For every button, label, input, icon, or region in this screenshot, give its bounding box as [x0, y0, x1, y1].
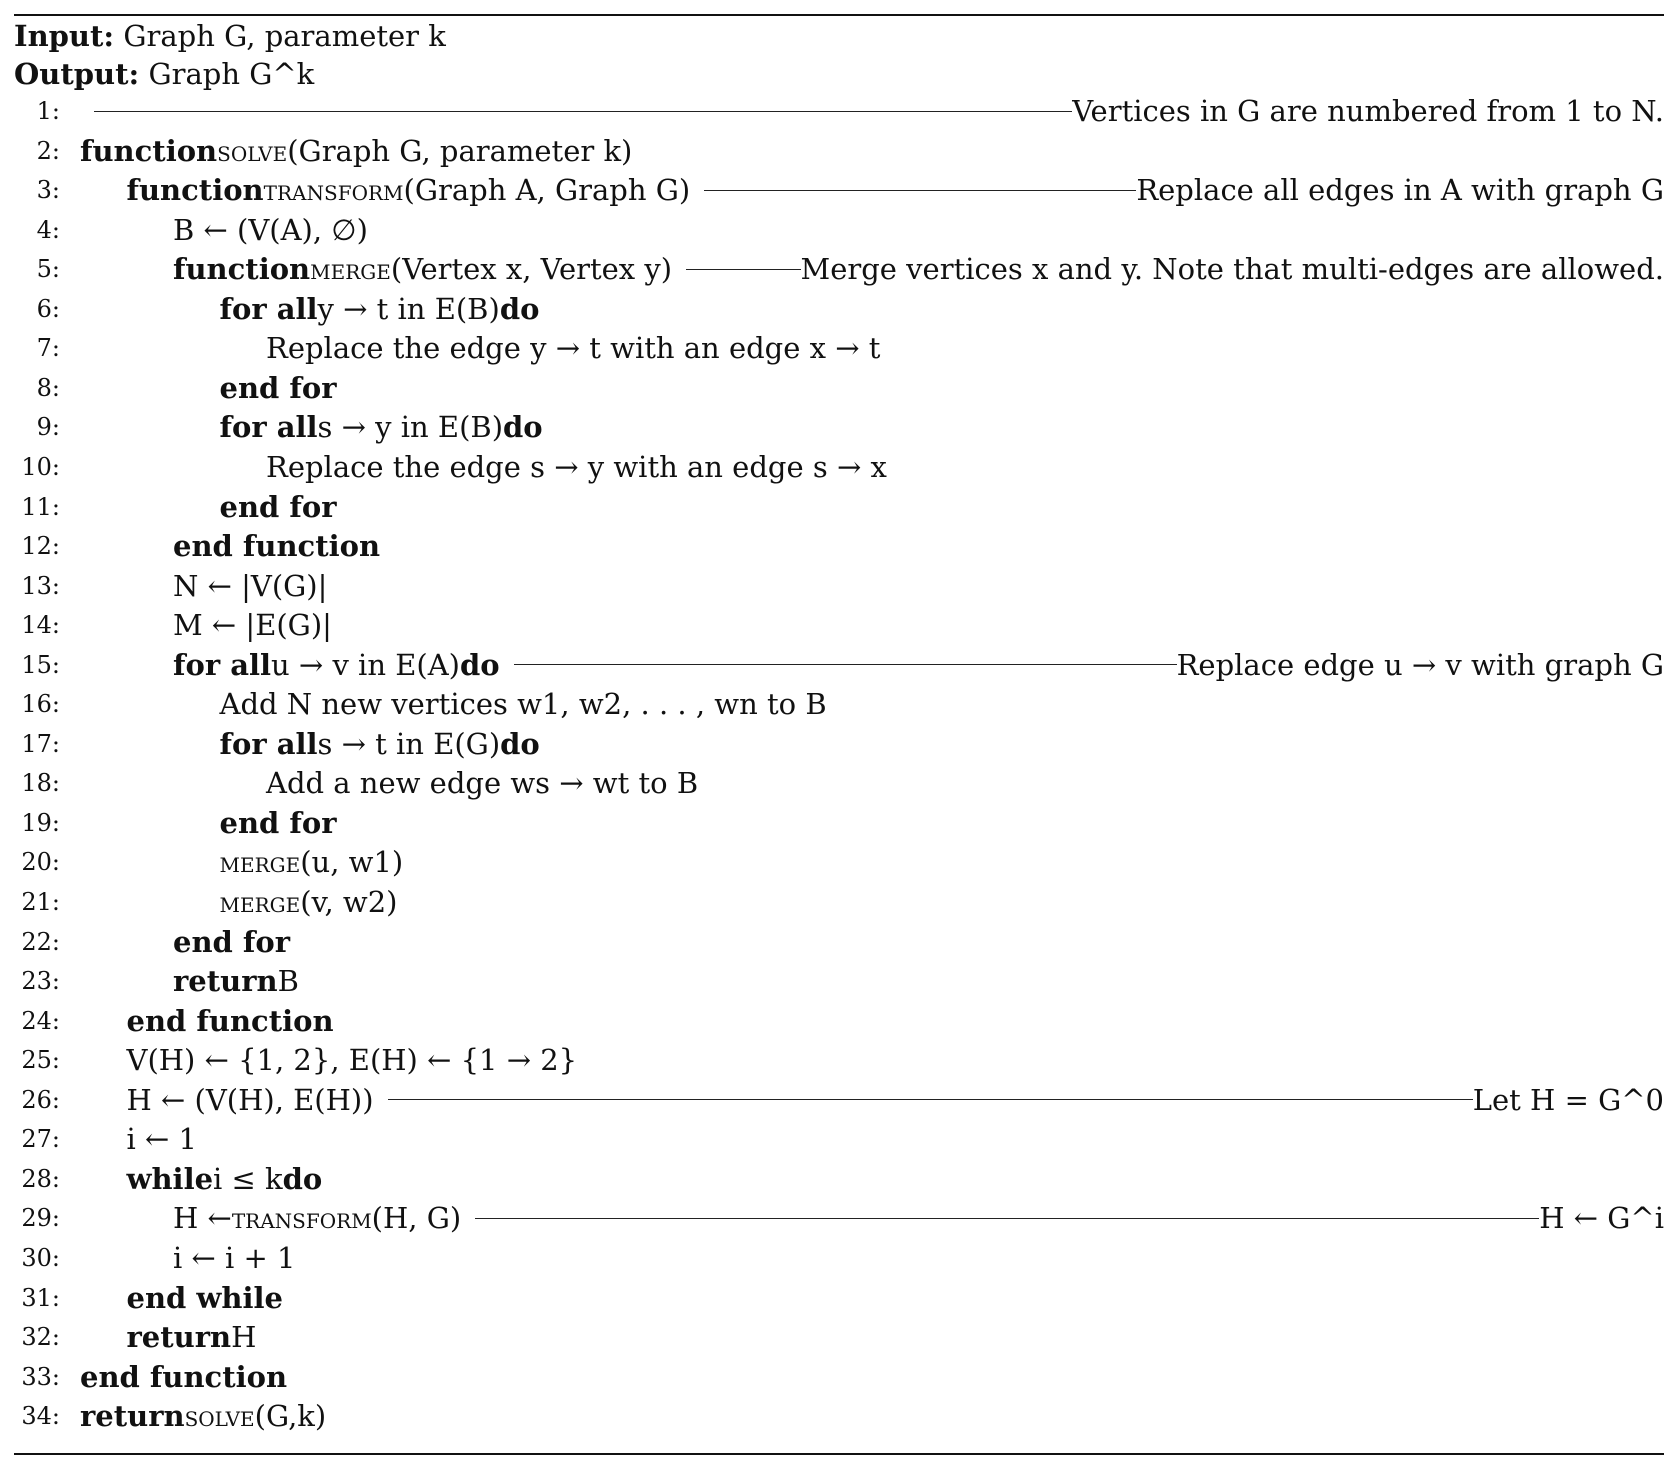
algorithm-line [14, 1357, 1664, 1397]
algorithm-line [14, 447, 1664, 487]
algorithm-line [14, 724, 1664, 764]
line-code: function merge (Vertex x, Vertex y) [173, 252, 673, 287]
input-line [14, 16, 446, 56]
input-text: Graph G, parameter k [123, 19, 446, 53]
line-code: for all y → t in E(B) do [219, 291, 540, 326]
line-number: 29: [21, 1204, 60, 1233]
algorithm-line [14, 842, 1664, 882]
line-comment: Vertices in G are numbered from 1 to N. [1072, 94, 1664, 128]
line-number: 34: [21, 1402, 60, 1431]
algorithm-line [14, 1080, 1664, 1120]
line-number: 8: [36, 373, 60, 402]
comment-leader-rule [704, 190, 1136, 191]
line-code: end for [219, 489, 337, 524]
algorithm-line [14, 249, 1664, 289]
line-code: function transform (Graph A, Graph G) [126, 173, 691, 208]
algorithm-line [14, 1278, 1664, 1318]
algorithm-line [14, 1159, 1664, 1199]
line-number: 25: [21, 1046, 60, 1075]
line-code: function solve (Graph G, parameter k) [80, 133, 633, 168]
line-number: 7: [36, 334, 60, 363]
line-number: 12: [21, 532, 60, 561]
line-comment: Merge vertices x and y. Note that multi-edges are allowed. [800, 252, 1664, 287]
algorithm-line [14, 803, 1664, 843]
algorithm-line [14, 368, 1664, 408]
algorithm-line [14, 605, 1664, 645]
line-number: 32: [21, 1323, 60, 1352]
algorithm-line [14, 645, 1664, 685]
algorithm-line [14, 91, 1664, 131]
algorithm-line [14, 1040, 1664, 1080]
line-number: 3: [36, 176, 60, 205]
line-code: for all s → t in E(G) do [219, 726, 540, 761]
algorithm-line [14, 407, 1664, 447]
line-number: 4: [36, 215, 60, 244]
algorithm-line [14, 1001, 1664, 1041]
line-code: Add N new vertices w1, w2, . . . , wn to B [219, 687, 827, 722]
line-code: while i ≤ k do [126, 1161, 323, 1196]
algorithm-line [14, 289, 1664, 329]
line-number: 23: [21, 967, 60, 996]
algorithm-line [14, 961, 1664, 1001]
line-code: i ← 1 [126, 1122, 197, 1157]
line-number: 20: [21, 848, 60, 877]
line-number: 24: [21, 1006, 60, 1035]
line-code: return H [126, 1320, 257, 1355]
line-number: 10: [21, 452, 60, 481]
output-label: Output: [14, 57, 140, 91]
line-code: end while [126, 1280, 283, 1315]
line-number: 28: [21, 1164, 60, 1193]
line-number: 22: [21, 927, 60, 956]
line-code: return B [173, 964, 299, 999]
line-code: end for [219, 370, 337, 405]
line-code: merge (u, w1) [219, 845, 404, 880]
line-number: 5: [36, 255, 60, 284]
line-code: for all u → v in E(A) do [173, 647, 500, 682]
line-code: end for [173, 924, 291, 959]
line-number: 16: [21, 690, 60, 719]
line-comment: Let H = G^0 [1472, 1082, 1664, 1117]
line-code: for all s → y in E(B) do [219, 410, 543, 445]
line-code: end function [80, 1359, 288, 1394]
line-code: M ← |E(G)| [173, 608, 332, 643]
line-number: 30: [21, 1243, 60, 1272]
line-code: N ← |V(G)| [173, 568, 328, 603]
algorithm-line [14, 1317, 1664, 1357]
line-number: 2: [36, 136, 60, 165]
line-number: 31: [21, 1283, 60, 1312]
output-text: Graph G^k [148, 57, 315, 91]
algorithm-line [14, 684, 1664, 724]
line-number: 19: [21, 808, 60, 837]
line-code: V(H) ← {1, 2}, E(H) ← {1 → 2} [126, 1043, 578, 1078]
line-number: 33: [21, 1362, 60, 1391]
line-number: 13: [21, 571, 60, 600]
algorithm-line [14, 526, 1664, 566]
line-comment: Replace edge u → v with graph G [1176, 647, 1664, 682]
line-code: Add a new edge ws → wt to B [266, 766, 699, 801]
comment-leader-rule [514, 664, 1177, 665]
line-code: Replace the edge y → t with an edge x → t [266, 331, 881, 366]
line-comment: Replace all edges in A with graph G [1136, 173, 1664, 208]
line-number: 18: [21, 769, 60, 798]
line-code: end function [173, 529, 381, 564]
line-number: 1: [36, 97, 60, 125]
input-label: Input: [14, 19, 115, 53]
comment-leader-rule [388, 1099, 1473, 1100]
algorithm-line [14, 131, 1664, 171]
line-number: 11: [21, 492, 60, 521]
line-number: 21: [21, 888, 60, 916]
algorithm-line [14, 210, 1664, 250]
line-number: 27: [21, 1125, 60, 1154]
line-number: 9: [36, 413, 60, 442]
line-code: Replace the edge s → y with an edge s → x [266, 449, 887, 484]
line-number: 14: [21, 611, 60, 640]
line-code: i ← i + 1 [173, 1240, 296, 1275]
line-number: 26: [21, 1085, 60, 1114]
algorithm-line [14, 1238, 1664, 1278]
algorithm-line [14, 487, 1664, 527]
algorithm-line [14, 763, 1664, 803]
line-number: 6: [36, 294, 60, 323]
algorithm-line [14, 1119, 1664, 1159]
algorithm-line [14, 328, 1664, 368]
line-code: H ← (V(H), E(H)) [126, 1082, 374, 1117]
algorithm-line [14, 922, 1664, 962]
line-code: B ← (V(A), ∅) [173, 212, 368, 247]
algorithm-line [14, 1396, 1664, 1436]
algorithm-line [14, 882, 1664, 922]
algorithm-line [14, 566, 1664, 606]
line-number: 15: [21, 650, 60, 679]
line-code: return solve (G,k) [80, 1399, 327, 1434]
line-code: end function [126, 1003, 334, 1038]
line-code: H ← transform (H, G) [173, 1201, 462, 1236]
line-code: end for [219, 805, 337, 840]
algorithm-line [14, 170, 1664, 210]
line-number: 17: [21, 729, 60, 758]
bottom-rule [14, 1453, 1664, 1455]
output-line [14, 54, 314, 94]
line-code: merge (v, w2) [219, 885, 398, 919]
comment-leader-rule [686, 269, 800, 270]
algorithm-line [14, 1198, 1664, 1238]
comment-leader-rule [475, 1218, 1539, 1219]
line-comment: H ← G^i [1539, 1201, 1664, 1236]
comment-leader-rule [94, 111, 1072, 112]
